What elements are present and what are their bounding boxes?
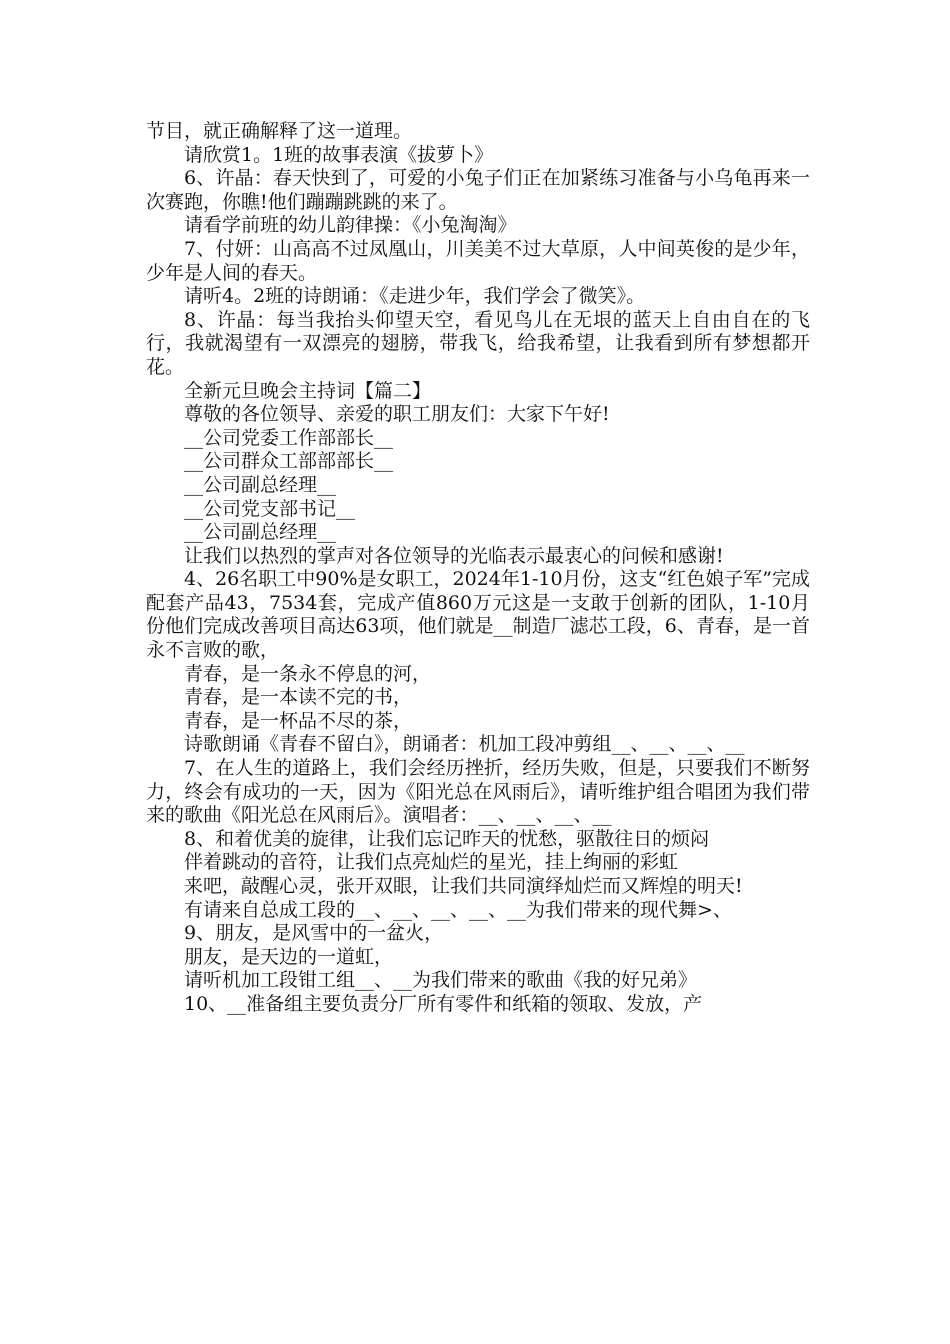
document-body xyxy=(146,120,810,1017)
paragraph-2: 请欣赏1。1班的故事表演《拔萝卜》 xyxy=(184,143,494,166)
section-heading: 全新元旦晚会主持词【篇二】 xyxy=(184,379,432,402)
leader-line-4: __公司党支部书记__ xyxy=(184,497,356,520)
paragraph-dance: 有请来自总成工段的__、__、__、__、__为我们带来的现代舞>、 xyxy=(184,898,732,921)
leader-line-1: __公司党委工作部部长__ xyxy=(184,426,394,449)
youth-line-1: 青春，是一条永不停息的河， xyxy=(184,662,432,685)
leader-line-3: __公司副总经理__ xyxy=(184,473,337,496)
paragraph-4: 请看学前班的幼儿韵律操：《小兔淘淘》 xyxy=(184,214,517,237)
friend-line-2: 朋友，是天边的一道虹， xyxy=(184,945,394,968)
paragraph-song-brothers: 请听机加工段钳工组__、__为我们带来的歌曲《我的好兄弟》 xyxy=(184,969,698,992)
paragraph-3: 6、许晶：春天快到了，可爱的小兔子们正在加紧练习准备与小乌龟再来一次赛跑，你瞧!他们蹦蹦跳跳的来了。 xyxy=(146,167,810,213)
paragraph-notes: 伴着跳动的音符，让我们点亮灿烂的星光，挂上绚丽的彩虹 xyxy=(184,851,679,874)
paragraph-1: 节目，就正确解释了这一道理。 xyxy=(146,120,413,142)
paragraph-5: 7、付妍：山高高不过凤凰山，川美美不过大草原，人中间英俊的是少年，少年是人间的春天。 xyxy=(146,237,810,284)
paragraph-poem: 诗歌朗诵《青春不留白》，朗诵者：机加工段冲剪组__、__、__、__ xyxy=(184,733,745,756)
paragraph-6: 请听4。2班的诗朗诵：《走进少年，我们学会了微笑》。 xyxy=(184,285,646,308)
paragraph-tomorrow: 来吧，敲醒心灵，张开双眼，让我们共同演绎灿烂而又辉煌的明天! xyxy=(184,875,743,897)
paragraph-prep-group: 10、__准备组主要负责分厂所有零件和纸箱的领取、发放，产 xyxy=(184,992,703,1015)
paragraph-team: 4、26名职工中90%是女职工，2024年1-10月份，这支“红色娘子军”完成配套产品43，7534套，完成产值860万元这是一支敢于创新的团队，1-10月份他们完成改善项目高达63项，他们就是__制造厂滤芯工段，6、青春，是一首永不言败的歌， xyxy=(146,568,810,662)
youth-line-3: 青春，是一杯品不尽的茶， xyxy=(184,709,413,732)
leader-line-2: __公司群众工部部部长__ xyxy=(184,450,394,473)
youth-line-2: 青春，是一本读不完的书， xyxy=(184,686,413,709)
paragraph-song-sunshine: 7、在人生的道路上，我们会经历挫折，经历失败，但是，只要我们不断努力，终会有成功的一天，因为《阳光总在风雨后》，请听维护组合唱团为我们带来的歌曲《阳光总在风雨后》。演唱者：__、__、__、__ xyxy=(146,757,810,827)
paragraph-greeting: 尊敬的各位领导、亲爱的职工朋友们：大家下午好! xyxy=(184,403,610,426)
paragraph-applause: 让我们以热烈的掌声对各位领导的光临表示最衷心的问候和感谢! xyxy=(184,544,724,567)
friend-line-1: 9、朋友，是风雪中的一盆火， xyxy=(184,922,444,945)
leader-line-5: __公司副总经理__ xyxy=(184,521,337,544)
paragraph-melody: 8、和着优美的旋律，让我们忘记昨天的忧愁，驱散往日的烦闷 xyxy=(184,827,710,850)
paragraph-7: 8、许晶：每当我抬头仰望天空，看见鸟儿在无垠的蓝天上自由自在的飞行，我就渴望有一双漂亮的翅膀，带我飞，给我希望，让我看到所有梦想都开花。 xyxy=(146,308,810,378)
